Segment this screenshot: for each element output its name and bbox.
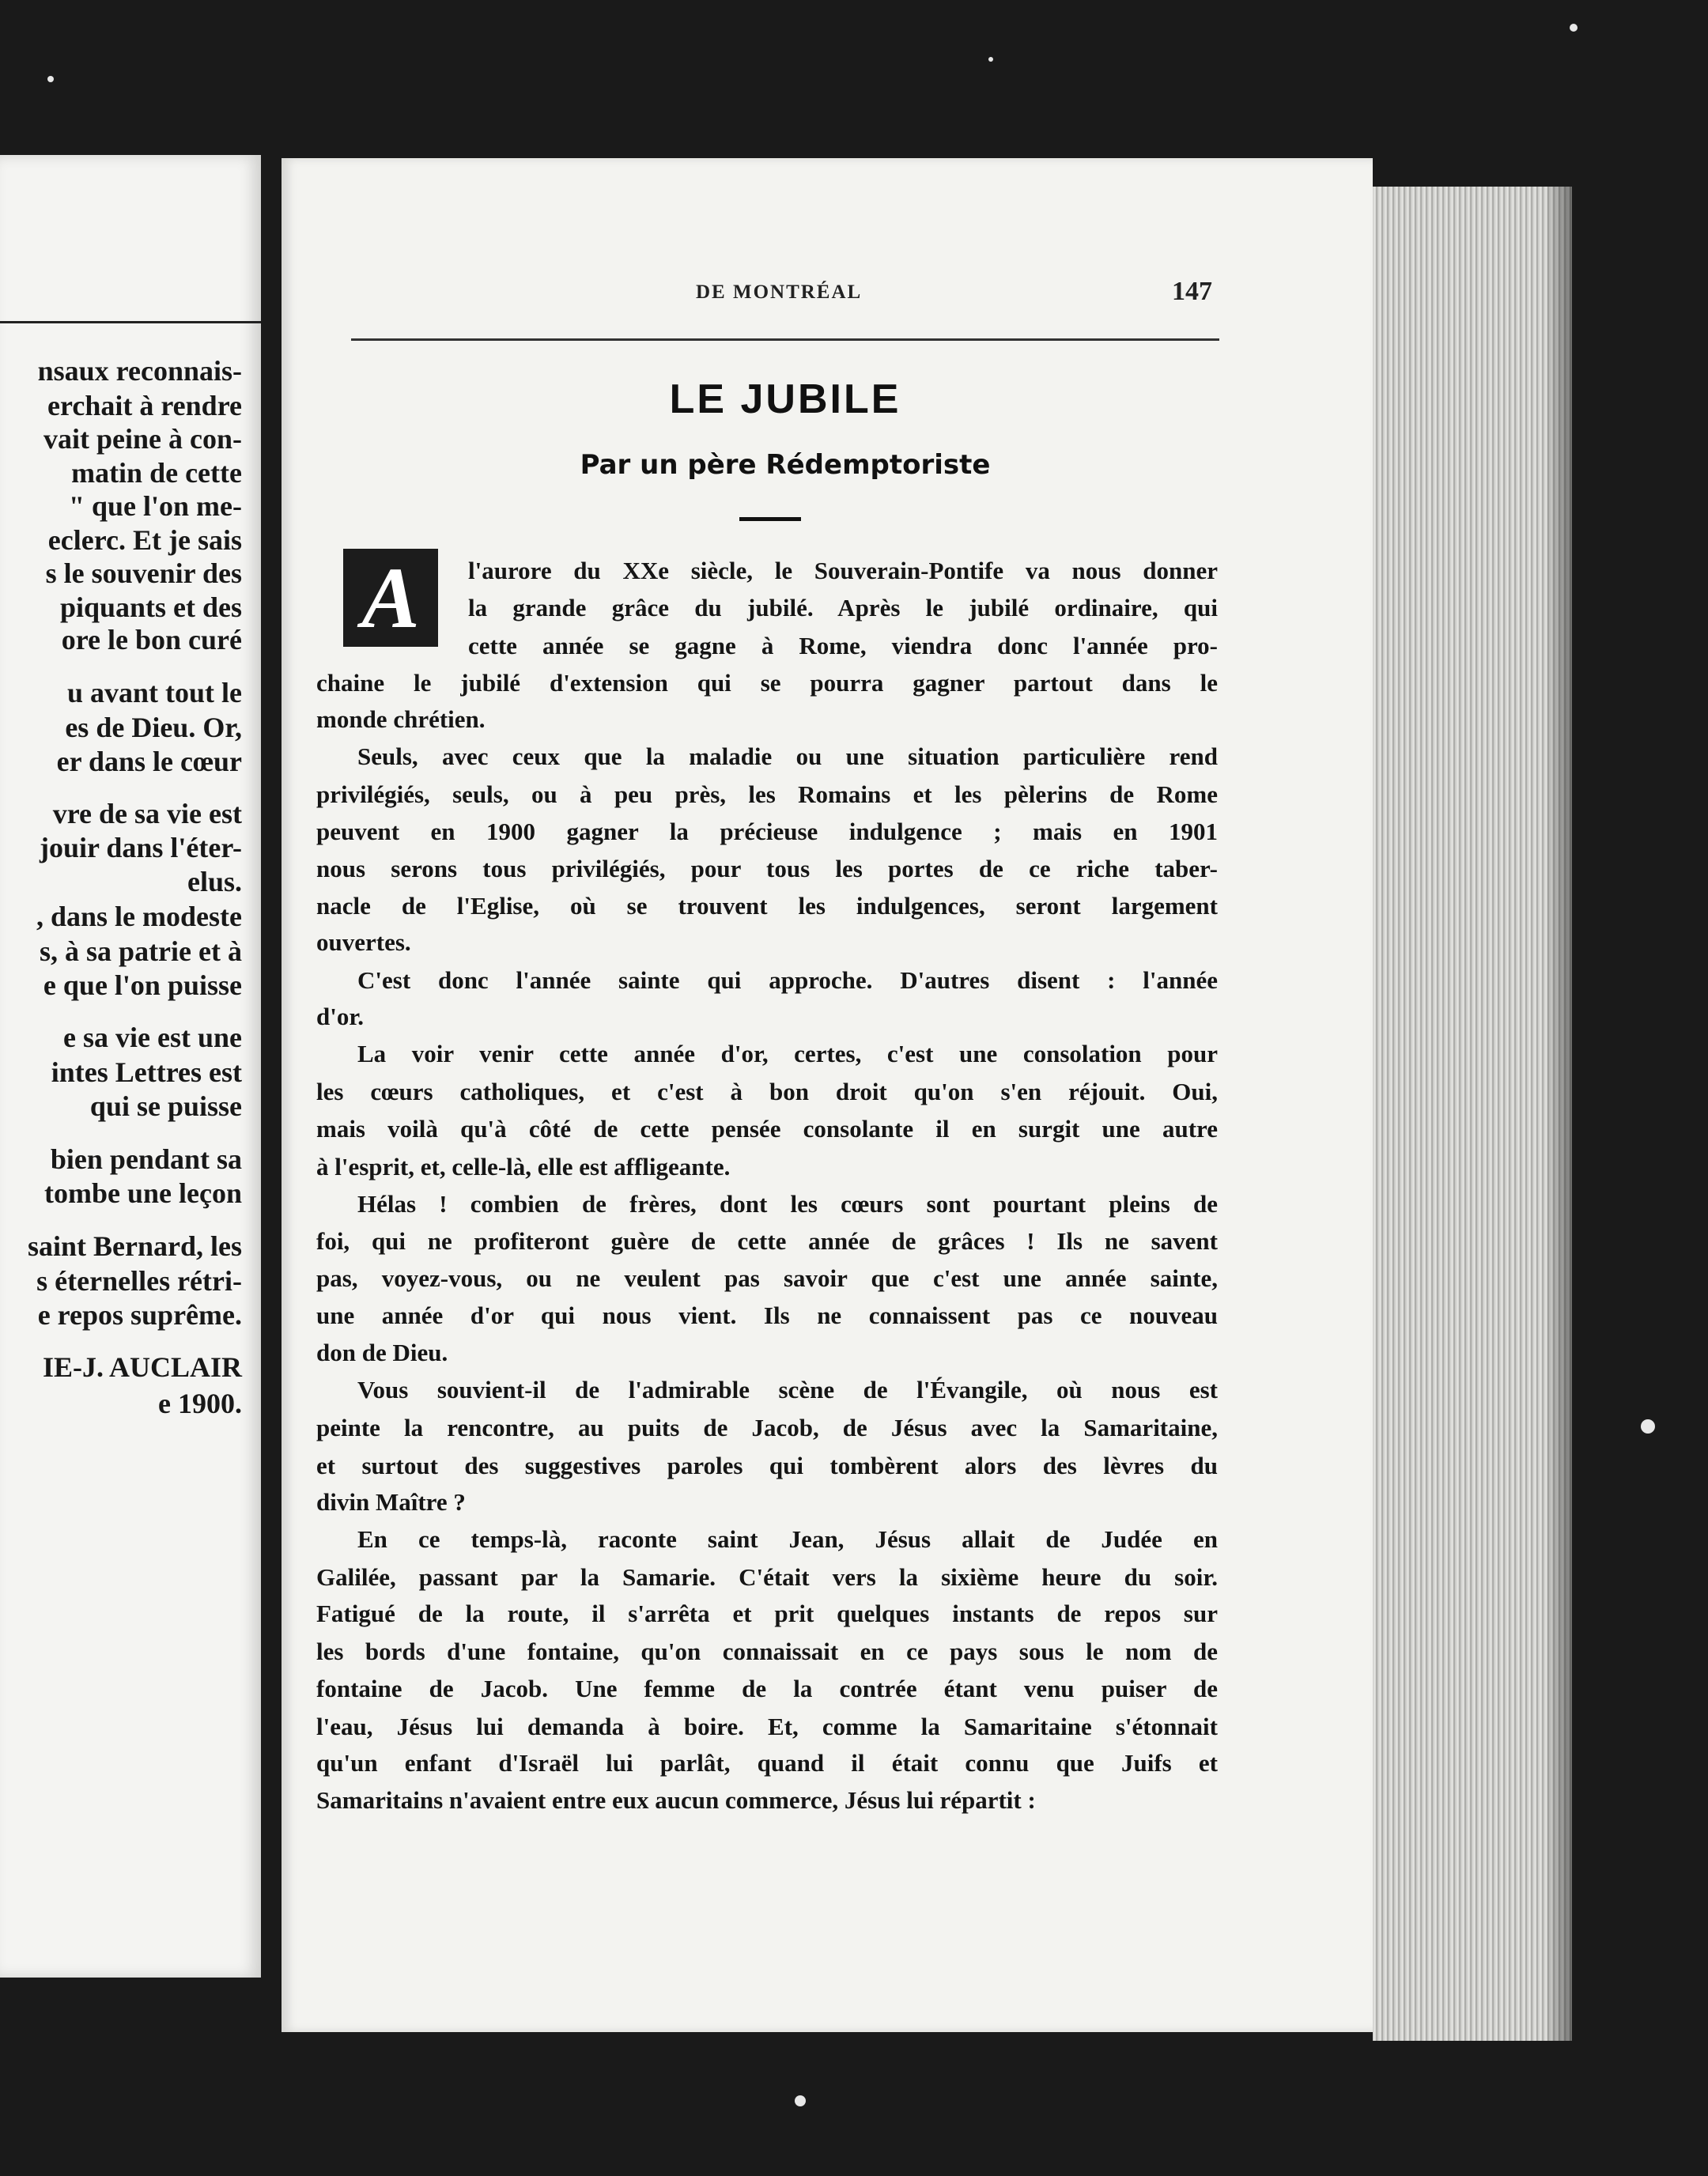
left-text-line: s le souvenir des — [45, 557, 242, 589]
drop-cap-initial: A — [343, 549, 438, 647]
left-text-line: IE-J. AUCLAIR — [42, 1351, 242, 1383]
body-text-line: Samaritains n'avaient entre eux aucun commerce, Jésus lui répartit : — [316, 1786, 1036, 1814]
left-text-line: jouir dans l'éter- — [40, 832, 242, 863]
left-text-line: " que l'on me- — [69, 490, 242, 522]
left-text-line: piquants et des — [59, 591, 242, 623]
left-text-line: intes Lettres est — [51, 1056, 242, 1088]
body-text-line: Vous souvient-il de l'admirable scène de l'Évangile, où nous est — [357, 1376, 1218, 1403]
body-text-line: Hélas ! combien de frères, dont les cœurs sont pourtant pleins de — [357, 1190, 1218, 1218]
left-text-line: saint Bernard, les — [27, 1230, 242, 1262]
running-head: DE MONTRÉAL — [696, 281, 863, 303]
article-byline: Par un père Rédemptoriste — [580, 449, 991, 481]
book-page-edges — [1373, 187, 1572, 2041]
body-text-line: à l'esprit, et, celle-là, elle est affligeante. — [316, 1153, 731, 1181]
body-text-line: d'or. — [316, 1003, 365, 1030]
body-text-line: ouvertes. — [316, 928, 411, 956]
left-text-line: vait peine à con- — [43, 423, 242, 455]
dust-speck — [1641, 1419, 1655, 1434]
left-text-line: tombe une leçon — [44, 1177, 242, 1209]
left-text-line: ore le bon curé — [61, 624, 242, 655]
body-text-line: l'aurore du XXe siècle, le Souverain-Pontife va nous donner — [468, 557, 1218, 584]
title-separator — [739, 517, 801, 521]
body-text-line: foi, qui ne profiteront guère de cette année de grâces ! Ils ne savent — [316, 1227, 1218, 1255]
body-text-line: divin Maître ? — [316, 1488, 466, 1516]
body-text-line: et surtout des suggestives paroles qui tombèrent alors des lèvres du — [316, 1452, 1218, 1479]
body-text-line: privilégiés, seuls, ou à peu près, les Romains et les pèlerins de Rome — [316, 780, 1218, 808]
body-text-line: don de Dieu. — [316, 1339, 448, 1366]
page-number: 147 — [1172, 277, 1212, 306]
body-text-line: En ce temps-là, raconte saint Jean, Jésus allait de Judée en — [357, 1525, 1218, 1553]
dust-speck — [47, 76, 54, 82]
body-text-line: cette année se gagne à Rome, viendra donc l'année pro- — [468, 632, 1218, 659]
body-text-line: monde chrétien. — [316, 705, 486, 733]
left-text-line: , dans le modeste — [36, 901, 242, 932]
left-text-line: u avant tout le — [66, 677, 242, 708]
left-text-line: bien pendant sa — [50, 1143, 242, 1175]
body-text-line: Galilée, passant par la Samarie. C'était vers la sixième heure du soir. — [316, 1563, 1218, 1591]
body-text-line: mais voilà qu'à côté de cette pensée consolante il en surgit une autre — [316, 1115, 1218, 1143]
body-text-line: une année d'or qui nous vient. Ils ne connaissent pas ce nouveau — [316, 1301, 1218, 1329]
left-text-line: qui se puisse — [89, 1090, 242, 1122]
left-text-line: e repos suprême. — [37, 1299, 242, 1331]
body-text-line: chaine le jubilé d'extension qui se pourra gagner partout dans le — [316, 669, 1218, 697]
body-text-line: peuvent en 1900 gagner la précieuse indulgence ; mais en 1901 — [316, 818, 1218, 845]
header-rule — [351, 338, 1219, 341]
body-text-line: pas, voyez-vous, ou ne veulent pas savoir que c'est une année sainte, — [316, 1264, 1218, 1292]
dust-speck — [1570, 24, 1578, 32]
body-text-line: Fatigué de la route, il s'arrêta et prit quelques instants de repos sur — [316, 1600, 1218, 1627]
dust-speck — [795, 2095, 806, 2106]
left-text-line: s, à sa patrie et à — [40, 935, 242, 967]
article-title: LE JUBILE — [669, 376, 901, 422]
left-text-line: e sa vie est une — [63, 1022, 242, 1053]
left-text-line: erchait à rendre — [47, 390, 242, 421]
dust-speck — [988, 57, 993, 62]
body-text-line: La voir venir cette année d'or, certes, c'est une consolation pour — [357, 1040, 1218, 1067]
body-text-line: peinte la rencontre, au puits de Jacob, de Jésus avec la Samaritaine, — [316, 1414, 1218, 1441]
left-header-rule — [0, 321, 261, 323]
body-text-line: nous serons tous privilégiés, pour tous les portes de ce riche taber- — [316, 855, 1218, 882]
left-text-line: e 1900. — [158, 1388, 242, 1419]
left-text-line: e que l'on puisse — [43, 969, 242, 1001]
body-text-line: les cœurs catholiques, et c'est à bon droit qu'on s'en réjouit. Oui, — [316, 1078, 1218, 1105]
body-text-line: fontaine de Jacob. Une femme de la contrée étant venu puiser de — [316, 1675, 1218, 1702]
left-text-line: s éternelles rétri- — [36, 1265, 242, 1297]
left-text-line: es de Dieu. Or, — [65, 712, 242, 743]
left-text-line: elus. — [187, 866, 242, 897]
body-text-line: les bords d'une fontaine, qu'on connaissait en ce pays sous le nom de — [316, 1638, 1218, 1665]
left-page — [0, 155, 261, 1978]
left-text-line: eclerc. Et je sais — [47, 524, 242, 556]
body-text-line: Seuls, avec ceux que la maladie ou une situation particulière rend — [357, 742, 1218, 770]
left-text-line: vre de sa vie est — [52, 798, 242, 829]
left-text-line: matin de cette — [71, 457, 242, 489]
body-text-line: l'eau, Jésus lui demanda à boire. Et, comme la Samaritaine s'étonnait — [316, 1713, 1218, 1740]
left-text-line: nsaux reconnais- — [37, 355, 242, 387]
left-text-line: er dans le cœur — [56, 746, 242, 777]
body-text-line: C'est donc l'année sainte qui approche. D'autres disent : l'année — [357, 966, 1218, 994]
body-text-line: la grande grâce du jubilé. Après le jubilé ordinaire, qui — [468, 594, 1218, 621]
body-text-line: qu'un enfant d'Israël lui parlât, quand il était connu que Juifs et — [316, 1749, 1218, 1777]
body-text-line: nacle de l'Eglise, où se trouvent les indulgences, seront largement — [316, 892, 1218, 920]
